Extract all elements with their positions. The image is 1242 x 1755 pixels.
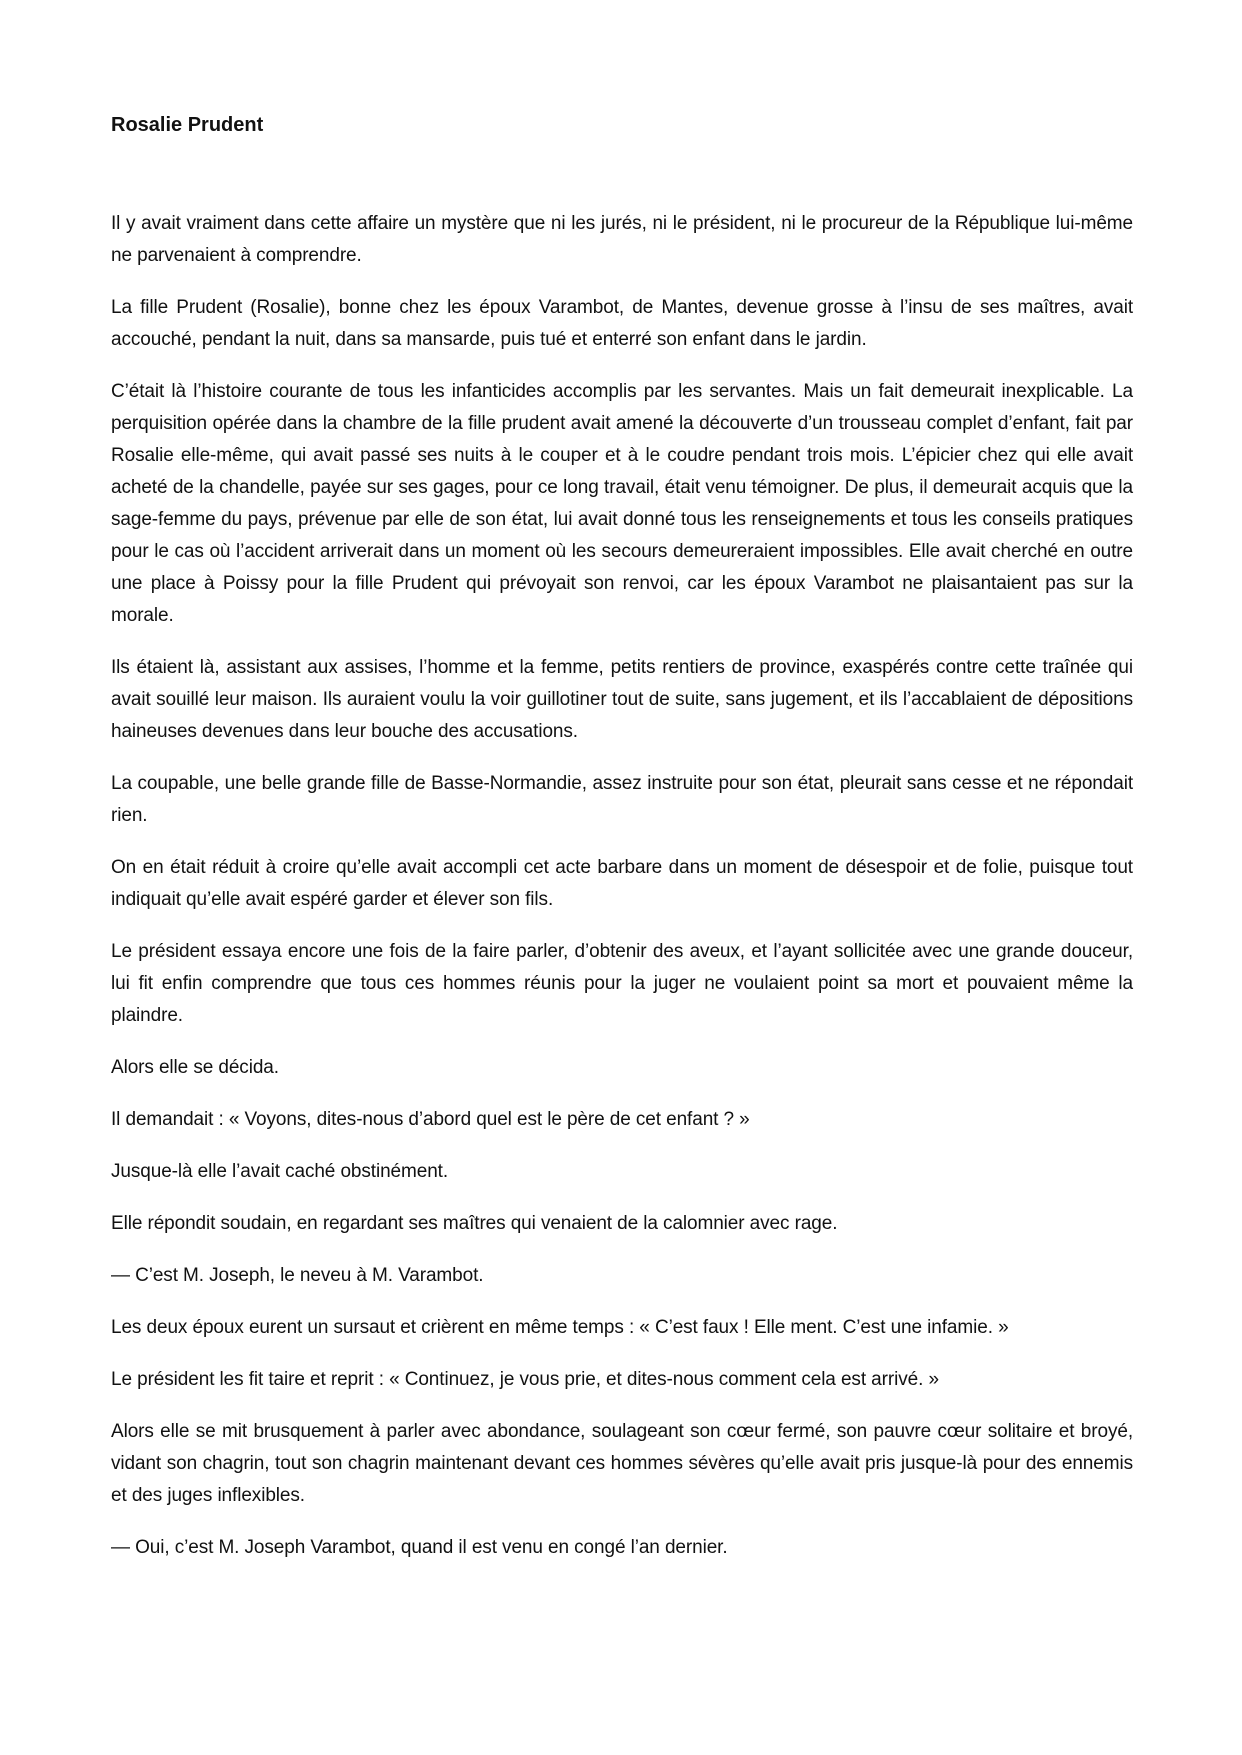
paragraph: Alors elle se mit brusquement à parler avec abondance, soulageant son cœur fermé, son pauvre cœur solitaire et broyé, vidant son chagrin, tout son chagrin maintenant devant ces hommes sévères qu’elle avait pris jusque-là pour des ennemis et des juges inflexibles. bbox=[111, 1421, 1133, 1506]
paragraph: Jusque-là elle l’avait caché obstinément. bbox=[111, 1161, 449, 1182]
paragraph: La fille Prudent (Rosalie), bonne chez les époux Varambot, de Mantes, devenue grosse à l’insu de ses maîtres, avait accouché, pendant la nuit, dans sa mansarde, puis tué et enterré son enfant dans le jardin. bbox=[111, 297, 1133, 350]
paragraph: — C’est M. Joseph, le neveu à M. Varambot. bbox=[111, 1265, 484, 1286]
paragraph: Les deux époux eurent un sursaut et crièrent en même temps : « C’est faux ! Elle ment. C’est une infamie. » bbox=[111, 1317, 1009, 1338]
document-title: Rosalie Prudent bbox=[111, 114, 264, 136]
document-page bbox=[111, 110, 1133, 1584]
paragraph: Ils étaient là, assistant aux assises, l’homme et la femme, petits rentiers de province, exaspérés contre cette traînée qui avait souillé leur maison. Ils auraient voulu la voir guillotiner tout de suite, sans jugement, et ils l’accablaient de dépositions haineuses devenues dans leur bouche des accusations. bbox=[111, 657, 1133, 742]
paragraph: Il y avait vraiment dans cette affaire un mystère que ni les jurés, ni le président, ni le procureur de la République lui-même ne parvenaient à comprendre. bbox=[111, 213, 1133, 266]
paragraph: On en était réduit à croire qu’elle avait accompli cet acte barbare dans un moment de désespoir et de folie, puisque tout indiquait qu’elle avait espéré garder et élever son fils. bbox=[111, 857, 1133, 910]
paragraph: La coupable, une belle grande fille de Basse-Normandie, assez instruite pour son état, pleurait sans cesse et ne répondait rien. bbox=[111, 773, 1133, 826]
paragraph: Le président essaya encore une fois de la faire parler, d’obtenir des aveux, et l’ayant sollicitée avec une grande douceur, lui fit enfin comprendre que tous ces hommes réunis pour la juger ne voulaient point sa mort et pouvaient même la plaindre. bbox=[111, 941, 1133, 1026]
paragraph: Alors elle se décida. bbox=[111, 1057, 279, 1078]
paragraph: Le président les fit taire et reprit : « Continuez, je vous prie, et dites-nous comment cela est arrivé. » bbox=[111, 1369, 939, 1390]
paragraph: C’était là l’histoire courante de tous les infanticides accomplis par les servantes. Mais un fait demeurait inexplicable. La perquisition opérée dans la chambre de la fille prudent avait amené la découverte d’un trousseau complet d’enfant, fait par Rosalie elle-même, qui avait passé ses nuits à le couper et à le coudre pendant trois mois. L’épicier chez qui elle avait acheté de la chandelle, payée sur ses gages, pour ce long travail, était venu témoigner. De plus, il demeurait acquis que la sage-femme du pays, prévenue par elle de son état, lui avait donné tous les renseignements et tous les conseils pratiques pour le cas où l’accident arriverait dans un moment où les secours demeureraient impossibles. Elle avait cherché en outre une place à Poissy pour la fille Prudent qui prévoyait son renvoi, car les époux Varambot ne plaisantaient pas sur la morale. bbox=[111, 381, 1133, 626]
paragraph: — Oui, c’est M. Joseph Varambot, quand il est venu en congé l’an dernier. bbox=[111, 1537, 728, 1558]
paragraph: Il demandait : « Voyons, dites-nous d’abord quel est le père de cet enfant ? » bbox=[111, 1109, 750, 1130]
paragraph: Elle répondit soudain, en regardant ses maîtres qui venaient de la calomnier avec rage. bbox=[111, 1213, 838, 1234]
